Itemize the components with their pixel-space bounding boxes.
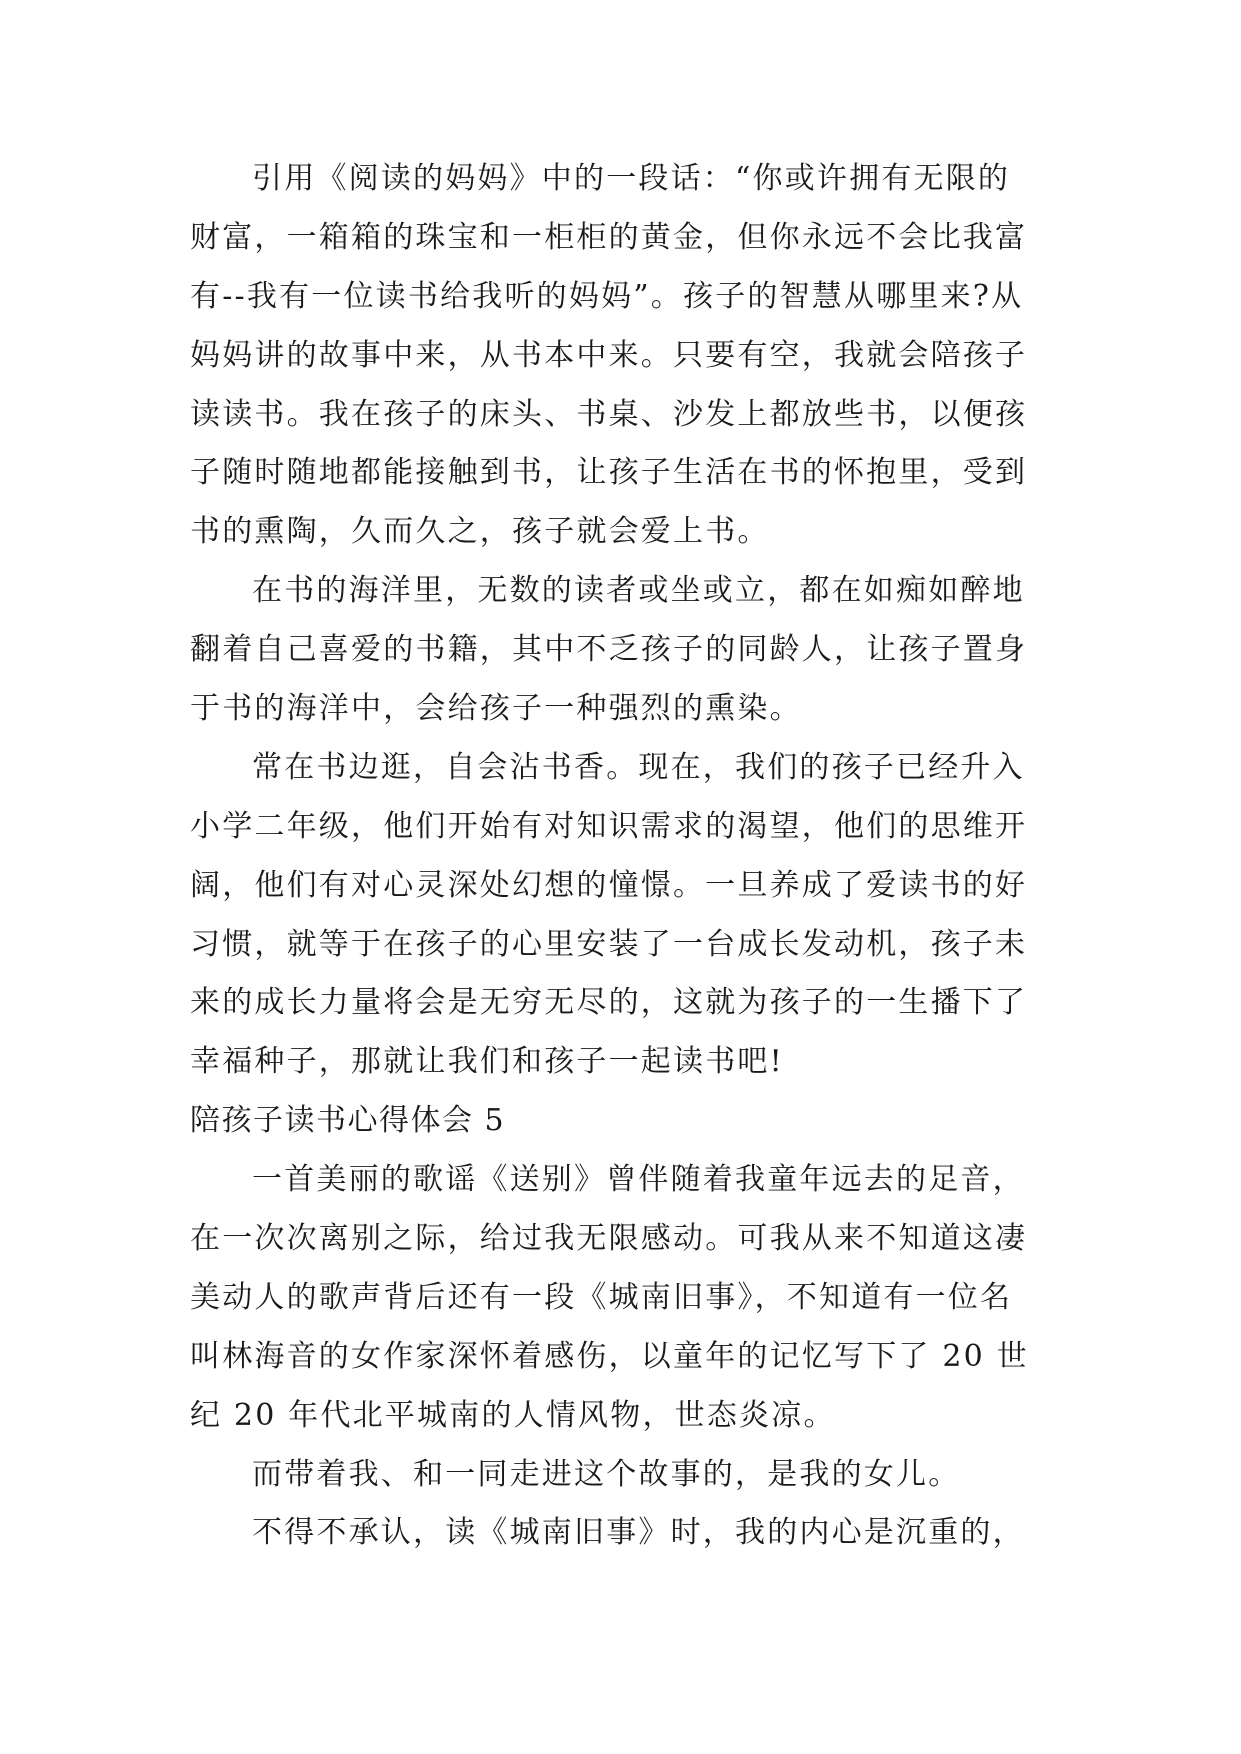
text-line: 而带着我、和一同走进这个故事的，是我的女儿。 (252, 1456, 961, 1492)
text-line: 于书的海洋中，会给孩子一种强烈的熏染。 (190, 691, 802, 727)
text-line: 小学二年级，他们开始有对知识需求的渴望，他们的思维开 (190, 808, 1028, 844)
text-line: 有--我有一位读书给我听的妈妈”。孩子的智慧从哪里来?从 (190, 278, 1024, 314)
text-line: 来的成长力量将会是无穷无尽的，这就为孩子的一生播下了 (190, 985, 1028, 1021)
text-line: 叫林海音的女作家深怀着感伤，以童年的记忆写下了 20 世 (190, 1338, 1029, 1374)
text-line: 引用《阅读的妈妈》中的一段话：“你或许拥有无限的 (252, 161, 1011, 196)
text-line: 翻着自己喜爱的书籍，其中不乏孩子的同龄人，让孩子置身 (190, 632, 1028, 668)
text-line: 常在书边逛，自会沾书香。现在，我们的孩子已经升入 (252, 749, 1025, 785)
text-line: 在一次次离别之际，给过我无限感动。可我从来不知道这凄 (190, 1221, 1028, 1257)
text-line: 纪 20 年代北平城南的人情风物，世态炎凉。 (190, 1397, 836, 1433)
text-line: 幸福种子，那就让我们和孩子一起读书吧! (190, 1044, 784, 1080)
text-line: 书的熏陶，久而久之，孩子就会爱上书。 (190, 514, 770, 550)
text-line: 阔，他们有对心灵深处幻想的憧憬。一旦养成了爱读书的好 (190, 867, 1028, 903)
text-line: 习惯，就等于在孩子的心里安装了一台成长发动机，孩子未 (190, 926, 1028, 962)
text-line: 读读书。我在孩子的床头、书桌、沙发上都放些书，以便孩 (190, 396, 1028, 432)
text-line: 在书的海洋里，无数的读者或坐或立，都在如痴如醉地 (252, 573, 1025, 609)
text-line: 美动人的歌声背后还有一段《城南旧事》，不知道有一位名 (190, 1279, 1013, 1315)
text-line: 子随时随地都能接触到书，让孩子生活在书的怀抱里，受到 (190, 455, 1028, 491)
text-line: 一首美丽的歌谣《送别》曾伴随着我童年远去的足音， (252, 1162, 1025, 1198)
section-heading: 陪孩子读书心得体会 5 (190, 1103, 506, 1139)
text-line: 不得不承认，读《城南旧事》时，我的内心是沉重的， (252, 1515, 1025, 1551)
document-body (190, 150, 1050, 1563)
text-line: 妈妈讲的故事中来，从书本中来。只要有空，我就会陪孩子 (190, 337, 1028, 373)
text-line: 财富，一箱箱的珠宝和一柜柜的黄金，但你永远不会比我富 (190, 219, 1028, 255)
